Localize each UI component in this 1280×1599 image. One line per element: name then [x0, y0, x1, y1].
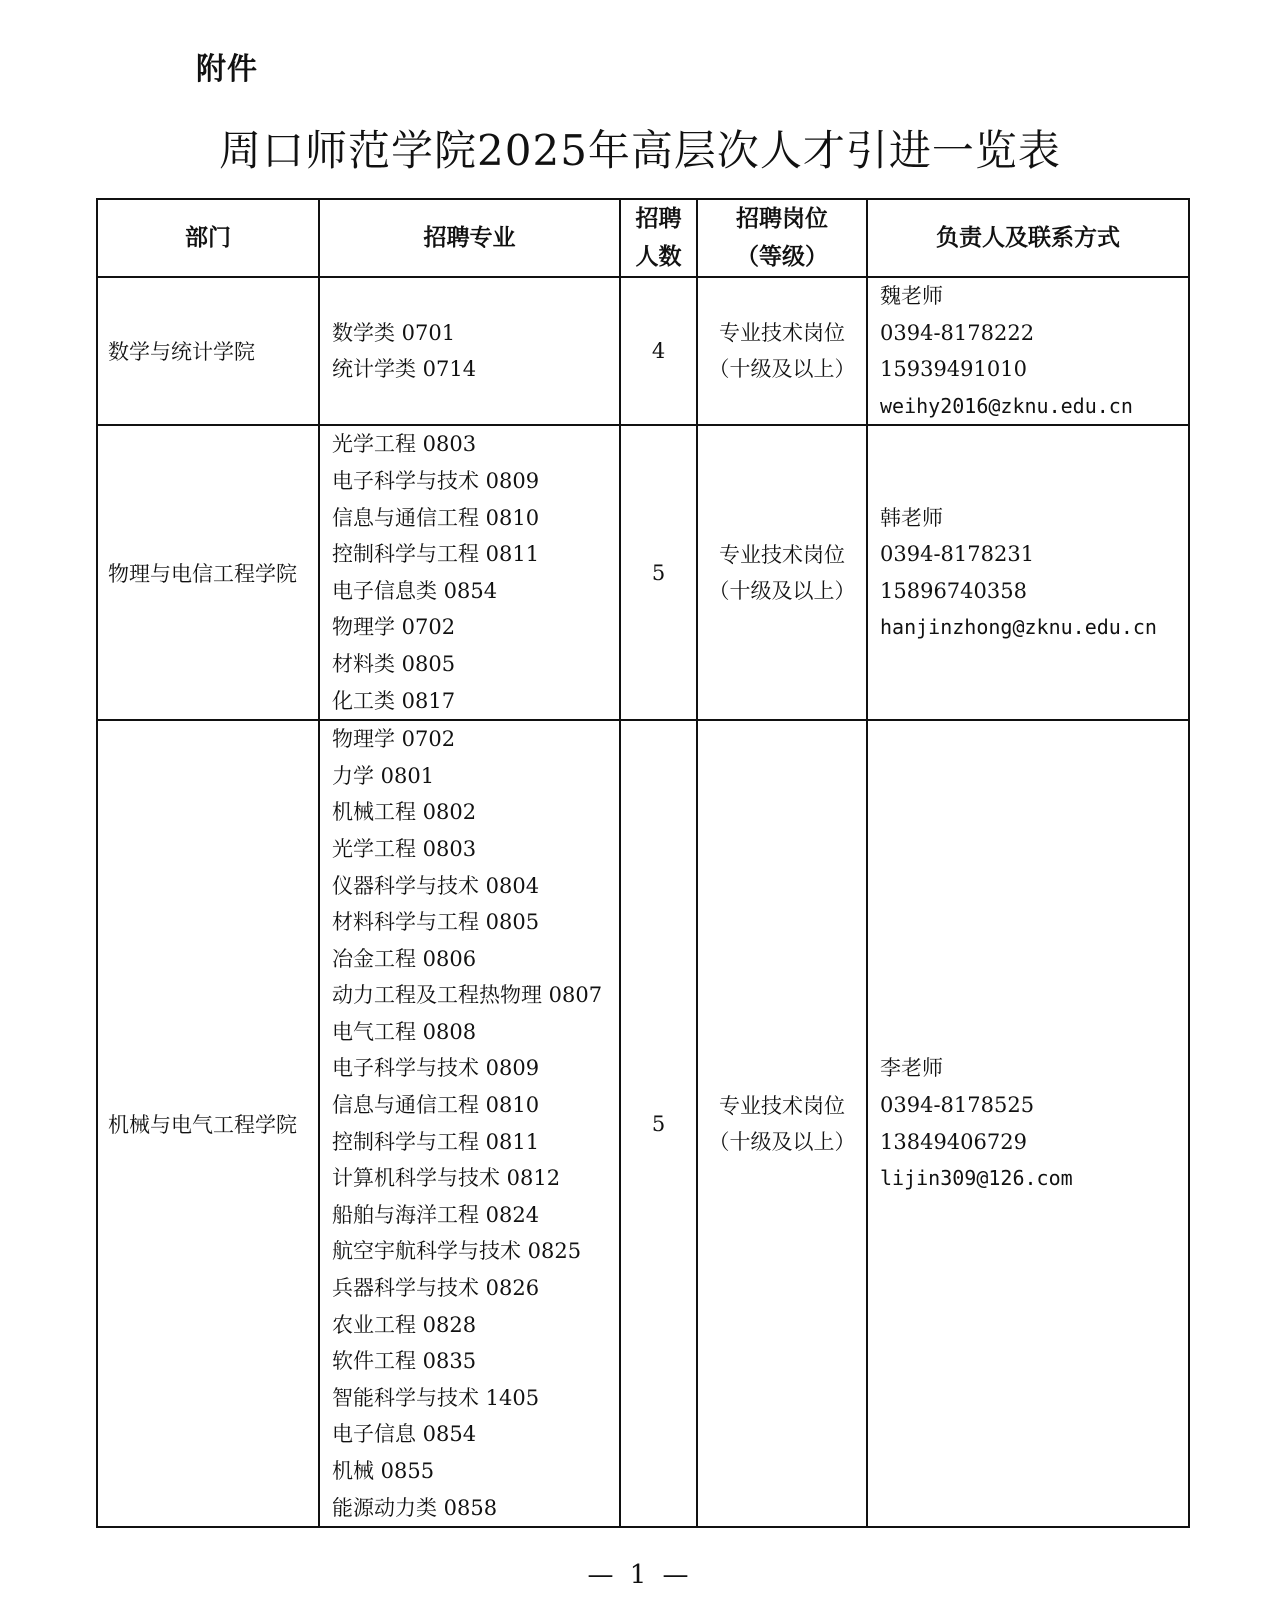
major-item: 控制科学与工程 0811 — [332, 542, 540, 567]
count-cell: 4 — [620, 277, 697, 425]
contact-email: lijin309@126.com — [880, 1166, 1073, 1191]
major-item: 光学工程 0803 — [332, 836, 477, 861]
majors-cell — [319, 720, 620, 1527]
major-item: 物理学 0702 — [332, 615, 456, 640]
major-item: 力学 0801 — [332, 763, 435, 788]
talent-table — [96, 198, 1190, 1528]
major-item: 机械工程 0802 — [332, 800, 477, 825]
header-position-line1: 招聘岗位 — [736, 206, 828, 232]
major-item: 电子信息 0854 — [332, 1422, 477, 1447]
position-line: 专业技术岗位 — [719, 321, 845, 346]
dept-cell: 数学与统计学院 — [97, 277, 319, 425]
position-line: （十级及以上） — [708, 578, 856, 603]
dept-cell: 物理与电信工程学院 — [97, 425, 319, 720]
major-item: 物理学 0702 — [332, 727, 456, 752]
major-item: 船舶与海洋工程 0824 — [332, 1202, 540, 1227]
major-item: 仪器科学与技术 0804 — [332, 873, 540, 898]
header-count — [620, 199, 697, 277]
header-count-line1: 招聘 — [635, 206, 682, 232]
contact-email: hanjinzhong@zknu.edu.cn — [880, 615, 1157, 640]
contact-cell — [867, 720, 1189, 1527]
contact-cell — [867, 277, 1189, 425]
major-item: 电气工程 0808 — [332, 1019, 477, 1044]
table-row — [97, 720, 1189, 1527]
header-major: 招聘专业 — [319, 199, 620, 277]
position-cell — [697, 425, 867, 720]
major-item: 兵器科学与技术 0826 — [332, 1276, 540, 1301]
position-line: 专业技术岗位 — [719, 1093, 845, 1118]
header-position-line2: （等级） — [736, 244, 828, 270]
contact-person: 李老师 — [880, 1056, 943, 1081]
contact-phone: 0394-8178222 — [880, 320, 1035, 345]
major-item: 化工类 0817 — [332, 688, 456, 713]
major-item: 信息与通信工程 0810 — [332, 1093, 540, 1118]
header-contact: 负责人及联系方式 — [867, 199, 1189, 277]
major-item: 能源动力类 0858 — [332, 1495, 498, 1520]
contact-person: 韩老师 — [880, 505, 943, 530]
contact-phone: 15896740358 — [880, 578, 1027, 603]
major-item: 智能科学与技术 1405 — [332, 1385, 540, 1410]
header-count-line2: 人数 — [635, 244, 682, 270]
contact-phone: 15939491010 — [880, 357, 1027, 382]
major-item: 信息与通信工程 0810 — [332, 505, 540, 530]
major-item: 航空宇航科学与技术 0825 — [332, 1239, 582, 1264]
majors-cell — [319, 277, 620, 425]
header-position — [697, 199, 867, 277]
major-item: 电子科学与技术 0809 — [332, 468, 540, 493]
major-item: 光学工程 0803 — [332, 432, 477, 457]
contact-phone: 0394-8178525 — [880, 1093, 1035, 1118]
contact-email: weihy2016@zknu.edu.cn — [880, 393, 1133, 418]
major-item: 材料科学与工程 0805 — [332, 910, 540, 935]
position-line: （十级及以上） — [708, 1129, 856, 1154]
major-item: 动力工程及工程热物理 0807 — [332, 983, 603, 1008]
page-number: — 1 — — [587, 1560, 693, 1590]
major-item: 数学类 0701 — [332, 320, 456, 345]
table-row — [97, 277, 1189, 425]
contact-phone: 13849406729 — [880, 1129, 1027, 1154]
header-dept: 部门 — [97, 199, 319, 277]
major-item: 控制科学与工程 0811 — [332, 1129, 540, 1154]
major-item: 软件工程 0835 — [332, 1349, 477, 1374]
majors-cell — [319, 425, 620, 720]
attachment-label: 附件 — [196, 52, 258, 87]
position-line: 专业技术岗位 — [719, 542, 845, 567]
major-item: 冶金工程 0806 — [332, 946, 477, 971]
contact-phone: 0394-8178231 — [880, 542, 1035, 567]
dept-cell: 机械与电气工程学院 — [97, 720, 319, 1527]
major-item: 机械 0855 — [332, 1459, 435, 1483]
major-item: 电子科学与技术 0809 — [332, 1056, 540, 1081]
position-cell — [697, 720, 867, 1527]
contact-cell — [867, 425, 1189, 720]
table-row — [97, 425, 1189, 720]
count-cell: 5 — [620, 720, 697, 1527]
major-item: 农业工程 0828 — [332, 1312, 477, 1337]
count-cell: 5 — [620, 425, 697, 720]
position-line: （十级及以上） — [708, 357, 856, 382]
document-title: 周口师范学院2025年高层次人才引进一览表 — [219, 126, 1061, 175]
major-item: 电子信息类 0854 — [332, 578, 498, 603]
major-item: 材料类 0805 — [332, 651, 456, 676]
major-item: 计算机科学与技术 0812 — [332, 1166, 561, 1191]
table-header-row — [97, 199, 1189, 277]
contact-person: 魏老师 — [880, 284, 943, 308]
major-item: 统计学类 0714 — [332, 357, 477, 382]
position-cell — [697, 277, 867, 425]
